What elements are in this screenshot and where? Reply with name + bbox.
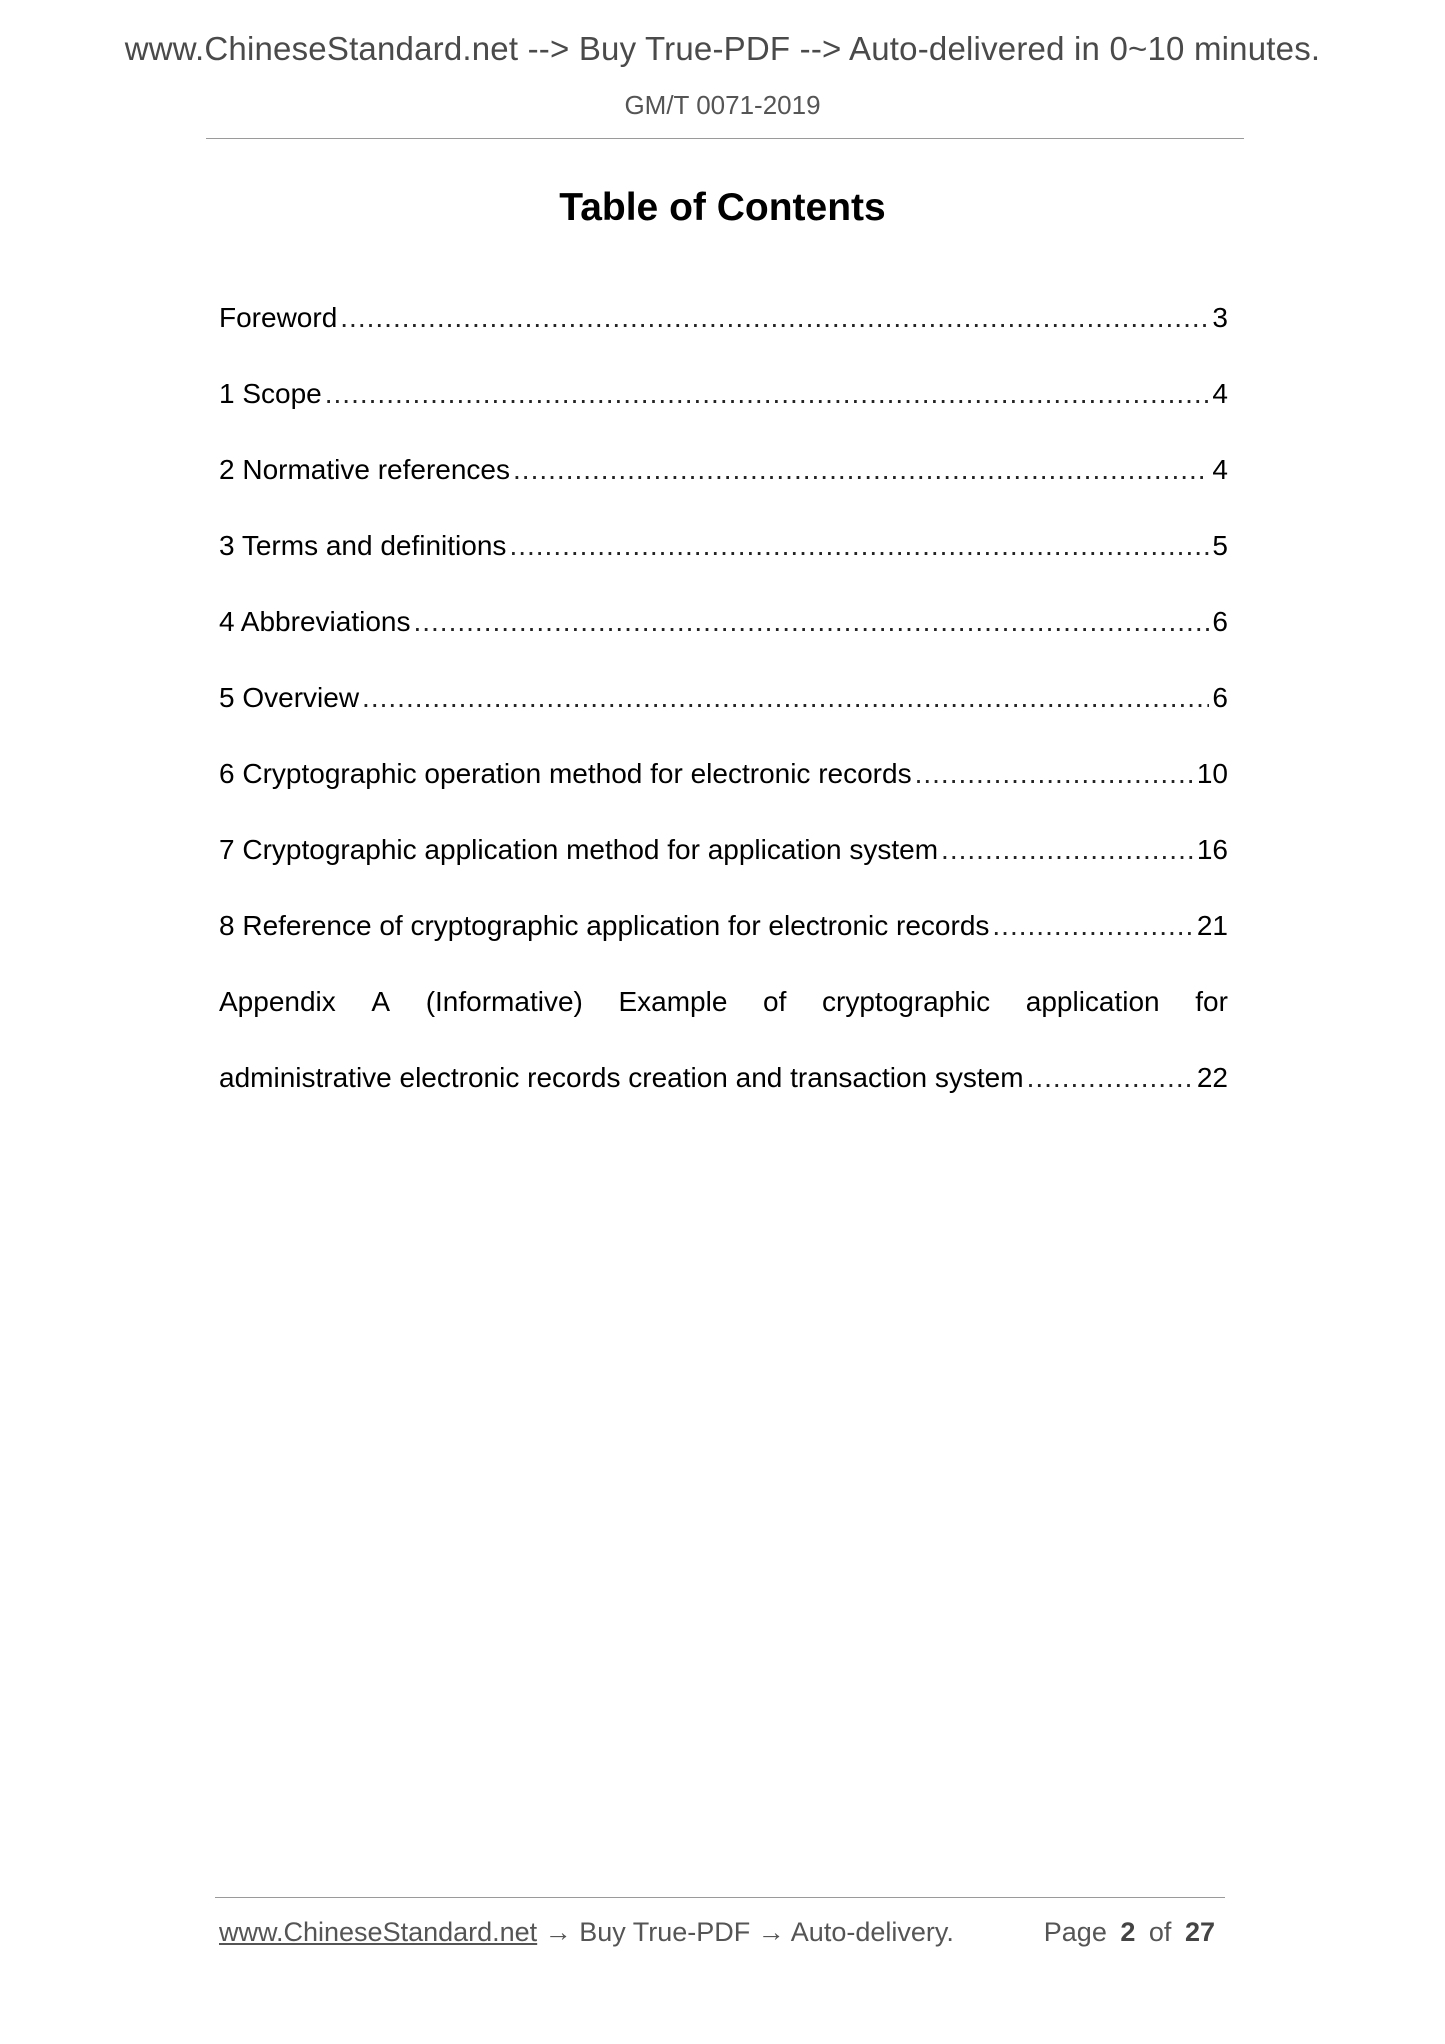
document-number: GM/T 0071-2019 bbox=[624, 90, 821, 120]
footer-buy-text: Buy True-PDF bbox=[579, 1917, 751, 1947]
toc-entry-page: 10 bbox=[1196, 758, 1228, 789]
toc-leader-dots bbox=[325, 376, 1210, 412]
toc-leader-dots bbox=[915, 756, 1194, 792]
toc-entry-appendix-a-line2[interactable] bbox=[219, 1060, 1228, 1136]
toc-entry-page: 5 bbox=[1212, 530, 1228, 561]
toc-entry-appendix-a-line1[interactable] bbox=[219, 984, 1228, 1060]
arrow-right-icon: → bbox=[757, 1917, 785, 1947]
toc-entry-page: 4 bbox=[1212, 454, 1228, 485]
toc-entry-page: 6 bbox=[1212, 682, 1228, 713]
toc-entry-terms-and-definitions[interactable] bbox=[219, 528, 1228, 604]
toc-leader-dots bbox=[413, 604, 1209, 640]
toc-entry-label: 3 Terms and definitions bbox=[219, 530, 507, 561]
page-title: Table of Contents bbox=[559, 186, 886, 229]
toc-entry-page: 4 bbox=[1212, 378, 1228, 409]
toc-leader-dots bbox=[1027, 1060, 1194, 1096]
footer-divider bbox=[215, 1897, 1225, 1898]
toc-appendix-word: cryptographic bbox=[822, 986, 991, 1017]
toc-leader-dots bbox=[513, 452, 1209, 488]
footer-delivery-text: Auto-delivery. bbox=[790, 1917, 954, 1947]
toc-appendix-word: A bbox=[371, 986, 391, 1017]
toc-appendix-word: (Informative) bbox=[425, 986, 583, 1017]
header-divider bbox=[206, 138, 1244, 139]
toc-entry-page: 3 bbox=[1212, 302, 1228, 333]
toc-leader-dots bbox=[941, 832, 1194, 868]
toc-entry-label: 8 Reference of cryptographic application for electronic records bbox=[219, 910, 990, 941]
of-word: of bbox=[1148, 1917, 1172, 1947]
toc-entry-scope[interactable] bbox=[219, 376, 1228, 452]
toc-entry-page: 22 bbox=[1196, 1062, 1228, 1093]
page-footer bbox=[219, 1917, 1221, 1948]
arrow-right-icon: → bbox=[544, 1917, 572, 1947]
toc-entry-normative-references[interactable] bbox=[219, 452, 1228, 528]
toc-leader-dots bbox=[509, 528, 1209, 564]
footer-site-link[interactable]: www.ChineseStandard.net bbox=[219, 1917, 538, 1947]
toc-entry-page: 16 bbox=[1196, 834, 1228, 865]
toc-entry-label: administrative electronic records creation and transaction system bbox=[219, 1062, 1024, 1093]
toc-leader-dots bbox=[992, 908, 1193, 944]
toc-entry-label: 2 Normative references bbox=[219, 454, 511, 485]
toc-entry-label: 5 Overview bbox=[219, 682, 360, 713]
toc-entry-page: 21 bbox=[1196, 910, 1228, 941]
toc-entry-page: 6 bbox=[1212, 606, 1228, 637]
page-word: Page bbox=[1043, 1917, 1107, 1947]
page-indicator bbox=[1044, 1917, 1221, 1948]
toc-leader-dots bbox=[340, 300, 1209, 336]
toc-entry-abbreviations[interactable] bbox=[219, 604, 1228, 680]
toc-entry-overview[interactable] bbox=[219, 680, 1228, 756]
toc-entry-label: 7 Cryptographic application method for application system bbox=[219, 834, 939, 865]
toc-appendix-word: of bbox=[763, 986, 787, 1017]
site-banner: www.ChineseStandard.net --> Buy True-PDF --> Auto-delivered in 0~10 minutes. bbox=[124, 30, 1321, 67]
footer-left bbox=[219, 1917, 954, 1948]
toc-appendix-word: for bbox=[1195, 986, 1228, 1017]
toc-appendix-word: Example bbox=[618, 986, 728, 1017]
toc-entry-label: Foreword bbox=[219, 302, 338, 333]
toc-entry-label: 6 Cryptographic operation method for electronic records bbox=[219, 758, 912, 789]
toc-entry-label: 1 Scope bbox=[219, 378, 322, 409]
page-current: 2 bbox=[1120, 1917, 1136, 1947]
toc-appendix-word: application bbox=[1025, 986, 1160, 1017]
toc-appendix-word: Appendix bbox=[219, 986, 336, 1017]
toc-entry-cryptographic-application-method[interactable] bbox=[219, 832, 1228, 908]
table-of-contents bbox=[219, 300, 1228, 1136]
toc-entry-reference-of-cryptographic-application[interactable] bbox=[219, 908, 1228, 984]
toc-entry-foreword[interactable] bbox=[219, 300, 1228, 376]
toc-entry-label: 4 Abbreviations bbox=[219, 606, 411, 637]
toc-leader-dots bbox=[362, 680, 1209, 716]
page-total: 27 bbox=[1184, 1917, 1215, 1947]
toc-entry-cryptographic-operation-method[interactable] bbox=[219, 756, 1228, 832]
